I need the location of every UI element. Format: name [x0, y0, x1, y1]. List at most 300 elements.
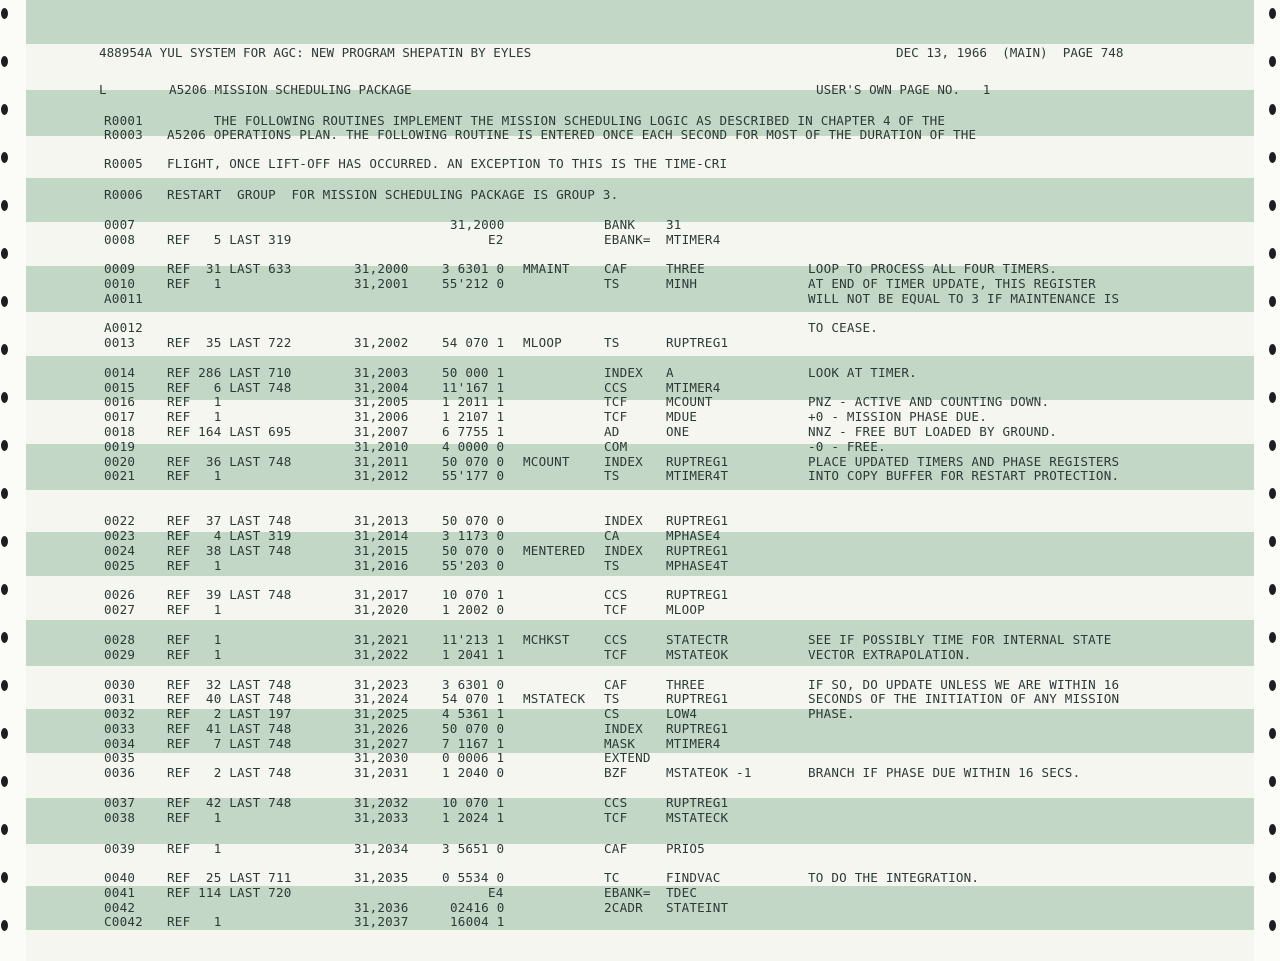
- octal-code: 1 2024 1: [442, 810, 505, 825]
- listing-row: [26, 380, 1254, 395]
- memory-address: 31,2030: [354, 750, 409, 765]
- operand: MLOOP: [666, 602, 705, 617]
- operand: RUPTREG1: [666, 513, 729, 528]
- cross-reference: REF 4 LAST 319: [167, 528, 292, 543]
- comment: IF SO, DO UPDATE UNLESS WE ARE WITHIN 16: [808, 677, 1120, 692]
- memory-address: 31,2012: [354, 468, 409, 483]
- cross-reference: REF 1: [167, 468, 222, 483]
- octal-code: 10 070 1: [442, 795, 505, 810]
- operand: RUPTREG1: [666, 721, 729, 736]
- opcode: TS: [604, 691, 620, 706]
- feed-hole: [1, 728, 8, 739]
- listing-row: [26, 602, 1254, 617]
- opcode: TC: [604, 870, 620, 885]
- listing-row: [26, 261, 1254, 276]
- listing-row: [26, 870, 1254, 885]
- sequence-number: A0012: [104, 320, 143, 335]
- octal-code: 1 2002 0: [442, 602, 505, 617]
- listing-row: [26, 750, 1254, 765]
- listing-row: [26, 736, 1254, 751]
- operand: MSTATEOK: [666, 647, 729, 662]
- octal-code: 3 1173 0: [442, 528, 505, 543]
- feed-hole: [1, 248, 8, 259]
- remark-line: [26, 127, 1254, 142]
- operand: MTIMER4: [666, 232, 721, 247]
- sequence-number: 0028: [104, 632, 136, 647]
- sequence-number: 0021: [104, 468, 136, 483]
- operand: RUPTREG1: [666, 454, 729, 469]
- opcode: TS: [604, 468, 620, 483]
- operand: MTIMER4: [666, 736, 721, 751]
- cross-reference: REF 1: [167, 914, 222, 929]
- octal-code: 4 0000 0: [442, 439, 505, 454]
- cross-reference: REF 5 LAST 319: [167, 232, 292, 247]
- listing-row: [26, 468, 1254, 483]
- operand: MCOUNT: [666, 394, 713, 409]
- memory-address: 31,2037: [354, 914, 409, 929]
- package-title: A5206 MISSION SCHEDULING PACKAGE: [169, 82, 412, 97]
- feed-hole: [1269, 440, 1276, 451]
- listing-row: [26, 795, 1254, 810]
- sequence-number: 0027: [104, 602, 136, 617]
- cross-reference: REF 41 LAST 748: [167, 721, 292, 736]
- listing-row: [26, 394, 1254, 409]
- listing-row: [26, 365, 1254, 380]
- memory-address: 31,2022: [354, 647, 409, 662]
- comment: TO CEASE.: [808, 320, 879, 335]
- log-marker: L: [99, 82, 107, 97]
- operand: MTIMER4: [666, 380, 721, 395]
- opcode: CA: [604, 528, 620, 543]
- memory-address: 31,2024: [354, 691, 409, 706]
- cross-reference: REF 1: [167, 810, 222, 825]
- comment: INTO COPY BUFFER FOR RESTART PROTECTION.: [808, 468, 1120, 483]
- listing-row: [26, 320, 1254, 335]
- cross-reference: REF 40 LAST 748: [167, 691, 292, 706]
- remark-text: THE FOLLOWING ROUTINES IMPLEMENT THE MISSION SCHEDULING LOGIC AS DESCRIBED IN CHAPTER 4 OF THE: [167, 113, 946, 128]
- listing-row: [26, 765, 1254, 780]
- comment: +0 - MISSION PHASE DUE.: [808, 409, 987, 424]
- operand: RUPTREG1: [666, 335, 729, 350]
- sequence-number: 0015: [104, 380, 136, 395]
- comment: PHASE.: [808, 706, 855, 721]
- feed-hole: [1269, 344, 1276, 355]
- listing-row: [26, 232, 1254, 247]
- listing-row: [26, 632, 1254, 647]
- memory-address: 31,2015: [354, 543, 409, 558]
- remark-line: [26, 156, 1254, 171]
- listing-row: [26, 914, 1254, 929]
- cross-reference: REF 1: [167, 841, 222, 856]
- octal-code: 4 5361 1: [442, 706, 505, 721]
- feed-hole: [1269, 536, 1276, 547]
- cross-reference: REF 1: [167, 394, 222, 409]
- memory-address: 31,2000: [354, 261, 409, 276]
- octal-code: 1 2107 1: [442, 409, 505, 424]
- cross-reference: REF 1: [167, 276, 222, 291]
- cross-reference: REF 37 LAST 748: [167, 513, 292, 528]
- operand: FINDVAC: [666, 870, 721, 885]
- opcode: TS: [604, 335, 620, 350]
- memory-address: 31,2010: [354, 439, 409, 454]
- sequence-number: 0041: [104, 885, 136, 900]
- sequence-number: C0042: [104, 914, 143, 929]
- octal-code: 1 2041 1: [442, 647, 505, 662]
- comment: -0 - FREE.: [808, 439, 886, 454]
- sequence-number: 0036: [104, 765, 136, 780]
- feed-hole: [1, 200, 8, 211]
- opcode: AD: [604, 424, 620, 439]
- operand: RUPTREG1: [666, 543, 729, 558]
- listing-row: [26, 885, 1254, 900]
- cross-reference: REF 36 LAST 748: [167, 454, 292, 469]
- operand: STATECTR: [666, 632, 729, 647]
- feed-hole: [1, 104, 8, 115]
- listing-row: [26, 810, 1254, 825]
- feed-hole: [1, 392, 8, 403]
- comment: BRANCH IF PHASE DUE WITHIN 16 SECS.: [808, 765, 1081, 780]
- cross-reference: REF 2 LAST 197: [167, 706, 292, 721]
- comment: LOOK AT TIMER.: [808, 365, 917, 380]
- memory-address: 31,2020: [354, 602, 409, 617]
- listing-row: [26, 647, 1254, 662]
- memory-address: 31,2006: [354, 409, 409, 424]
- operand: MPHASE4T: [666, 558, 729, 573]
- opcode: INDEX: [604, 365, 643, 380]
- octal-code: 3 6301 0: [442, 261, 505, 276]
- sequence-number: 0007: [104, 217, 136, 232]
- memory-address: 31,2023: [354, 677, 409, 692]
- comment: NNZ - FREE BUT LOADED BY GROUND.: [808, 424, 1058, 439]
- operand: STATEINT: [666, 900, 729, 915]
- listing-row: [26, 424, 1254, 439]
- listing-row: [26, 409, 1254, 424]
- feed-hole: [1269, 632, 1276, 643]
- sequence-number: 0032: [104, 706, 136, 721]
- listing-header-date-page: DEC 13, 1966 (MAIN) PAGE 748: [896, 45, 1124, 60]
- opcode: CAF: [604, 261, 628, 276]
- sequence-number: 0016: [104, 394, 136, 409]
- sequence-number: R0003: [104, 127, 143, 142]
- listing-row: [26, 841, 1254, 856]
- octal-code: 1 2040 0: [442, 765, 505, 780]
- octal-code: 54 070 1: [442, 691, 505, 706]
- memory-address: 31,2017: [354, 587, 409, 602]
- memory-address: 31,2011: [354, 454, 409, 469]
- feed-hole: [1, 296, 8, 307]
- sequence-number: 0010: [104, 276, 136, 291]
- feed-hole: [1, 344, 8, 355]
- octal-code: 55'203 0: [442, 558, 505, 573]
- memory-address: 31,2027: [354, 736, 409, 751]
- operand: RUPTREG1: [666, 691, 729, 706]
- user-page-number: USER'S OWN PAGE NO. 1: [816, 82, 991, 97]
- opcode: CCS: [604, 632, 628, 647]
- listing-row: [26, 721, 1254, 736]
- sequence-number: 0020: [104, 454, 136, 469]
- feed-hole: [1, 440, 8, 451]
- cross-reference: REF 6 LAST 748: [167, 380, 292, 395]
- operand: MDUE: [666, 409, 698, 424]
- memory-address: 31,2025: [354, 706, 409, 721]
- opcode: CS: [604, 706, 620, 721]
- feed-hole: [1269, 152, 1276, 163]
- listing-row: [26, 454, 1254, 469]
- opcode: MASK: [604, 736, 636, 751]
- opcode: BANK: [604, 217, 636, 232]
- listing-row: [26, 217, 1254, 232]
- memory-address: 31,2014: [354, 528, 409, 543]
- cross-reference: REF 31 LAST 633: [167, 261, 292, 276]
- memory-address: 31,2004: [354, 380, 409, 395]
- feed-hole: [1, 152, 8, 163]
- feed-hole: [1, 536, 8, 547]
- feed-hole: [1269, 392, 1276, 403]
- remark-text: FLIGHT, ONCE LIFT-OFF HAS OCCURRED. AN EXCEPTION TO THIS IS THE TIME-CRI: [167, 156, 728, 171]
- octal-code: 54 070 1: [442, 335, 505, 350]
- opcode: INDEX: [604, 454, 643, 469]
- comment: TO DO THE INTEGRATION.: [808, 870, 980, 885]
- comment: LOOP TO PROCESS ALL FOUR TIMERS.: [808, 261, 1058, 276]
- listing-row: [26, 706, 1254, 721]
- listing-row: [26, 335, 1254, 350]
- feed-hole: [1, 680, 8, 691]
- listing-row: [26, 276, 1254, 291]
- sequence-number: 0031: [104, 691, 136, 706]
- statement-label: MMAINT: [523, 261, 570, 276]
- listing-header-left: 488954A YUL SYSTEM FOR AGC: NEW PROGRAM SHEPATIN BY EYLES: [99, 45, 532, 60]
- listing-row: [26, 543, 1254, 558]
- feed-hole: [1269, 488, 1276, 499]
- remark-line: [26, 187, 1254, 202]
- octal-code: 02416 0: [450, 900, 505, 915]
- octal-code: 50 070 0: [442, 721, 505, 736]
- printout-sheet: [26, 0, 1254, 961]
- memory-address: 31,2032: [354, 795, 409, 810]
- octal-code: 1 2011 1: [442, 394, 505, 409]
- comment: AT END OF TIMER UPDATE, THIS REGISTER: [808, 276, 1096, 291]
- octal-code: 3 6301 0: [442, 677, 505, 692]
- octal-code: E2: [488, 232, 504, 247]
- octal-code: E4: [488, 885, 504, 900]
- cross-reference: REF 42 LAST 748: [167, 795, 292, 810]
- operand: PRIO5: [666, 841, 705, 856]
- memory-address: 31,2003: [354, 365, 409, 380]
- feed-hole: [1, 8, 8, 19]
- tractor-feed-left: [0, 0, 26, 961]
- comment: WILL NOT BE EQUAL TO 3 IF MAINTENANCE IS: [808, 291, 1120, 306]
- octal-code: 31,2000: [450, 217, 505, 232]
- cross-reference: REF 1: [167, 632, 222, 647]
- cross-reference: REF 114 LAST 720: [167, 885, 292, 900]
- listing-row: [26, 528, 1254, 543]
- sequence-number: 0017: [104, 409, 136, 424]
- sequence-number: R0005: [104, 156, 143, 171]
- green-band: [26, 0, 1254, 44]
- listing-row: [26, 291, 1254, 306]
- feed-hole: [1269, 728, 1276, 739]
- operand: RUPTREG1: [666, 587, 729, 602]
- octal-code: 0 0006 1: [442, 750, 505, 765]
- opcode: TCF: [604, 394, 628, 409]
- sequence-number: 0035: [104, 750, 136, 765]
- octal-code: 55'212 0: [442, 276, 505, 291]
- opcode: CCS: [604, 380, 628, 395]
- memory-address: 31,2036: [354, 900, 409, 915]
- feed-hole: [1, 872, 8, 883]
- sequence-number: 0037: [104, 795, 136, 810]
- opcode: EBANK=: [604, 885, 651, 900]
- statement-label: MSTATECK: [523, 691, 586, 706]
- cross-reference: REF 286 LAST 710: [167, 365, 292, 380]
- sequence-number: R0006: [104, 187, 143, 202]
- operand: MSTATEOK -1: [666, 765, 752, 780]
- feed-hole: [1, 632, 8, 643]
- remark-text: A5206 OPERATIONS PLAN. THE FOLLOWING ROUTINE IS ENTERED ONCE EACH SECOND FOR MOST OF THE DURATION OF THE: [167, 127, 977, 142]
- operand: THREE: [666, 261, 705, 276]
- operand: MTIMER4T: [666, 468, 729, 483]
- memory-address: 31,2026: [354, 721, 409, 736]
- octal-code: 50 070 0: [442, 513, 505, 528]
- cross-reference: REF 39 LAST 748: [167, 587, 292, 602]
- opcode: TCF: [604, 810, 628, 825]
- opcode: INDEX: [604, 543, 643, 558]
- memory-address: 31,2034: [354, 841, 409, 856]
- sequence-number: R0001: [104, 113, 143, 128]
- statement-label: MCOUNT: [523, 454, 570, 469]
- cross-reference: REF 2 LAST 748: [167, 765, 292, 780]
- feed-hole: [1269, 872, 1276, 883]
- memory-address: 31,2021: [354, 632, 409, 647]
- opcode: CAF: [604, 841, 628, 856]
- comment: SECONDS OF THE INITIATION OF ANY MISSION: [808, 691, 1120, 706]
- feed-hole: [1269, 248, 1276, 259]
- sequence-number: 0025: [104, 558, 136, 573]
- comment: PLACE UPDATED TIMERS AND PHASE REGISTERS: [808, 454, 1120, 469]
- statement-label: MCHKST: [523, 632, 570, 647]
- feed-hole: [1269, 200, 1276, 211]
- memory-address: 31,2031: [354, 765, 409, 780]
- memory-address: 31,2033: [354, 810, 409, 825]
- operand: MPHASE4: [666, 528, 721, 543]
- memory-address: 31,2007: [354, 424, 409, 439]
- sequence-number: 0034: [104, 736, 136, 751]
- feed-hole: [1269, 104, 1276, 115]
- remark-text: RESTART GROUP FOR MISSION SCHEDULING PACKAGE IS GROUP 3.: [167, 187, 619, 202]
- sequence-number: A0011: [104, 291, 143, 306]
- opcode: TS: [604, 558, 620, 573]
- sequence-number: 0039: [104, 841, 136, 856]
- opcode: COM: [604, 439, 628, 454]
- cross-reference: REF 25 LAST 711: [167, 870, 292, 885]
- comment: SEE IF POSSIBLY TIME FOR INTERNAL STATE: [808, 632, 1112, 647]
- sequence-number: 0009: [104, 261, 136, 276]
- memory-address: 31,2001: [354, 276, 409, 291]
- sequence-number: 0018: [104, 424, 136, 439]
- operand: ONE: [666, 424, 690, 439]
- memory-address: 31,2002: [354, 335, 409, 350]
- sequence-number: 0029: [104, 647, 136, 662]
- octal-code: 50 070 0: [442, 543, 505, 558]
- opcode: TCF: [604, 647, 628, 662]
- opcode: TS: [604, 276, 620, 291]
- feed-hole: [1269, 680, 1276, 691]
- memory-address: 31,2035: [354, 870, 409, 885]
- sequence-number: 0033: [104, 721, 136, 736]
- cross-reference: REF 164 LAST 695: [167, 424, 292, 439]
- feed-hole: [1, 920, 8, 931]
- feed-hole: [1269, 824, 1276, 835]
- comment: PNZ - ACTIVE AND COUNTING DOWN.: [808, 394, 1050, 409]
- feed-hole: [1269, 776, 1276, 787]
- feed-hole: [1269, 584, 1276, 595]
- octal-code: 11'213 1: [442, 632, 505, 647]
- feed-hole: [1, 584, 8, 595]
- sequence-number: 0026: [104, 587, 136, 602]
- sequence-number: 0042: [104, 900, 136, 915]
- octal-code: 55'177 0: [442, 468, 505, 483]
- remark-line: [26, 113, 1254, 128]
- listing-row: [26, 513, 1254, 528]
- octal-code: 0 5534 0: [442, 870, 505, 885]
- octal-code: 6 7755 1: [442, 424, 505, 439]
- opcode: INDEX: [604, 513, 643, 528]
- sequence-number: 0030: [104, 677, 136, 692]
- cross-reference: REF 1: [167, 409, 222, 424]
- sequence-number: 0013: [104, 335, 136, 350]
- cross-reference: REF 1: [167, 647, 222, 662]
- opcode: EXTEND: [604, 750, 651, 765]
- listing-row: [26, 439, 1254, 454]
- sequence-number: 0019: [104, 439, 136, 454]
- sequence-number: 0008: [104, 232, 136, 247]
- sequence-number: 0040: [104, 870, 136, 885]
- operand: LOW4: [666, 706, 698, 721]
- operand: THREE: [666, 677, 705, 692]
- memory-address: 31,2016: [354, 558, 409, 573]
- operand: RUPTREG1: [666, 795, 729, 810]
- feed-hole: [1, 488, 8, 499]
- cross-reference: REF 38 LAST 748: [167, 543, 292, 558]
- listing-row: [26, 587, 1254, 602]
- operand: MSTATECK: [666, 810, 729, 825]
- feed-hole: [1, 56, 8, 67]
- octal-code: 50 070 0: [442, 454, 505, 469]
- feed-hole: [1269, 920, 1276, 931]
- listing-row: [26, 691, 1254, 706]
- sequence-number: 0038: [104, 810, 136, 825]
- opcode: CAF: [604, 677, 628, 692]
- opcode: TCF: [604, 602, 628, 617]
- cross-reference: REF 1: [167, 558, 222, 573]
- octal-code: 3 5651 0: [442, 841, 505, 856]
- operand: A: [666, 365, 674, 380]
- listing-row: [26, 900, 1254, 915]
- operand: MINH: [666, 276, 698, 291]
- octal-code: 7 1167 1: [442, 736, 505, 751]
- memory-address: 31,2013: [354, 513, 409, 528]
- octal-code: 11'167 1: [442, 380, 505, 395]
- cross-reference: REF 35 LAST 722: [167, 335, 292, 350]
- sequence-number: 0014: [104, 365, 136, 380]
- feed-hole: [1, 824, 8, 835]
- sequence-number: 0024: [104, 543, 136, 558]
- opcode: INDEX: [604, 721, 643, 736]
- listing-row: [26, 558, 1254, 573]
- cross-reference: REF 7 LAST 748: [167, 736, 292, 751]
- cross-reference: REF 1: [167, 602, 222, 617]
- statement-label: MENTERED: [523, 543, 586, 558]
